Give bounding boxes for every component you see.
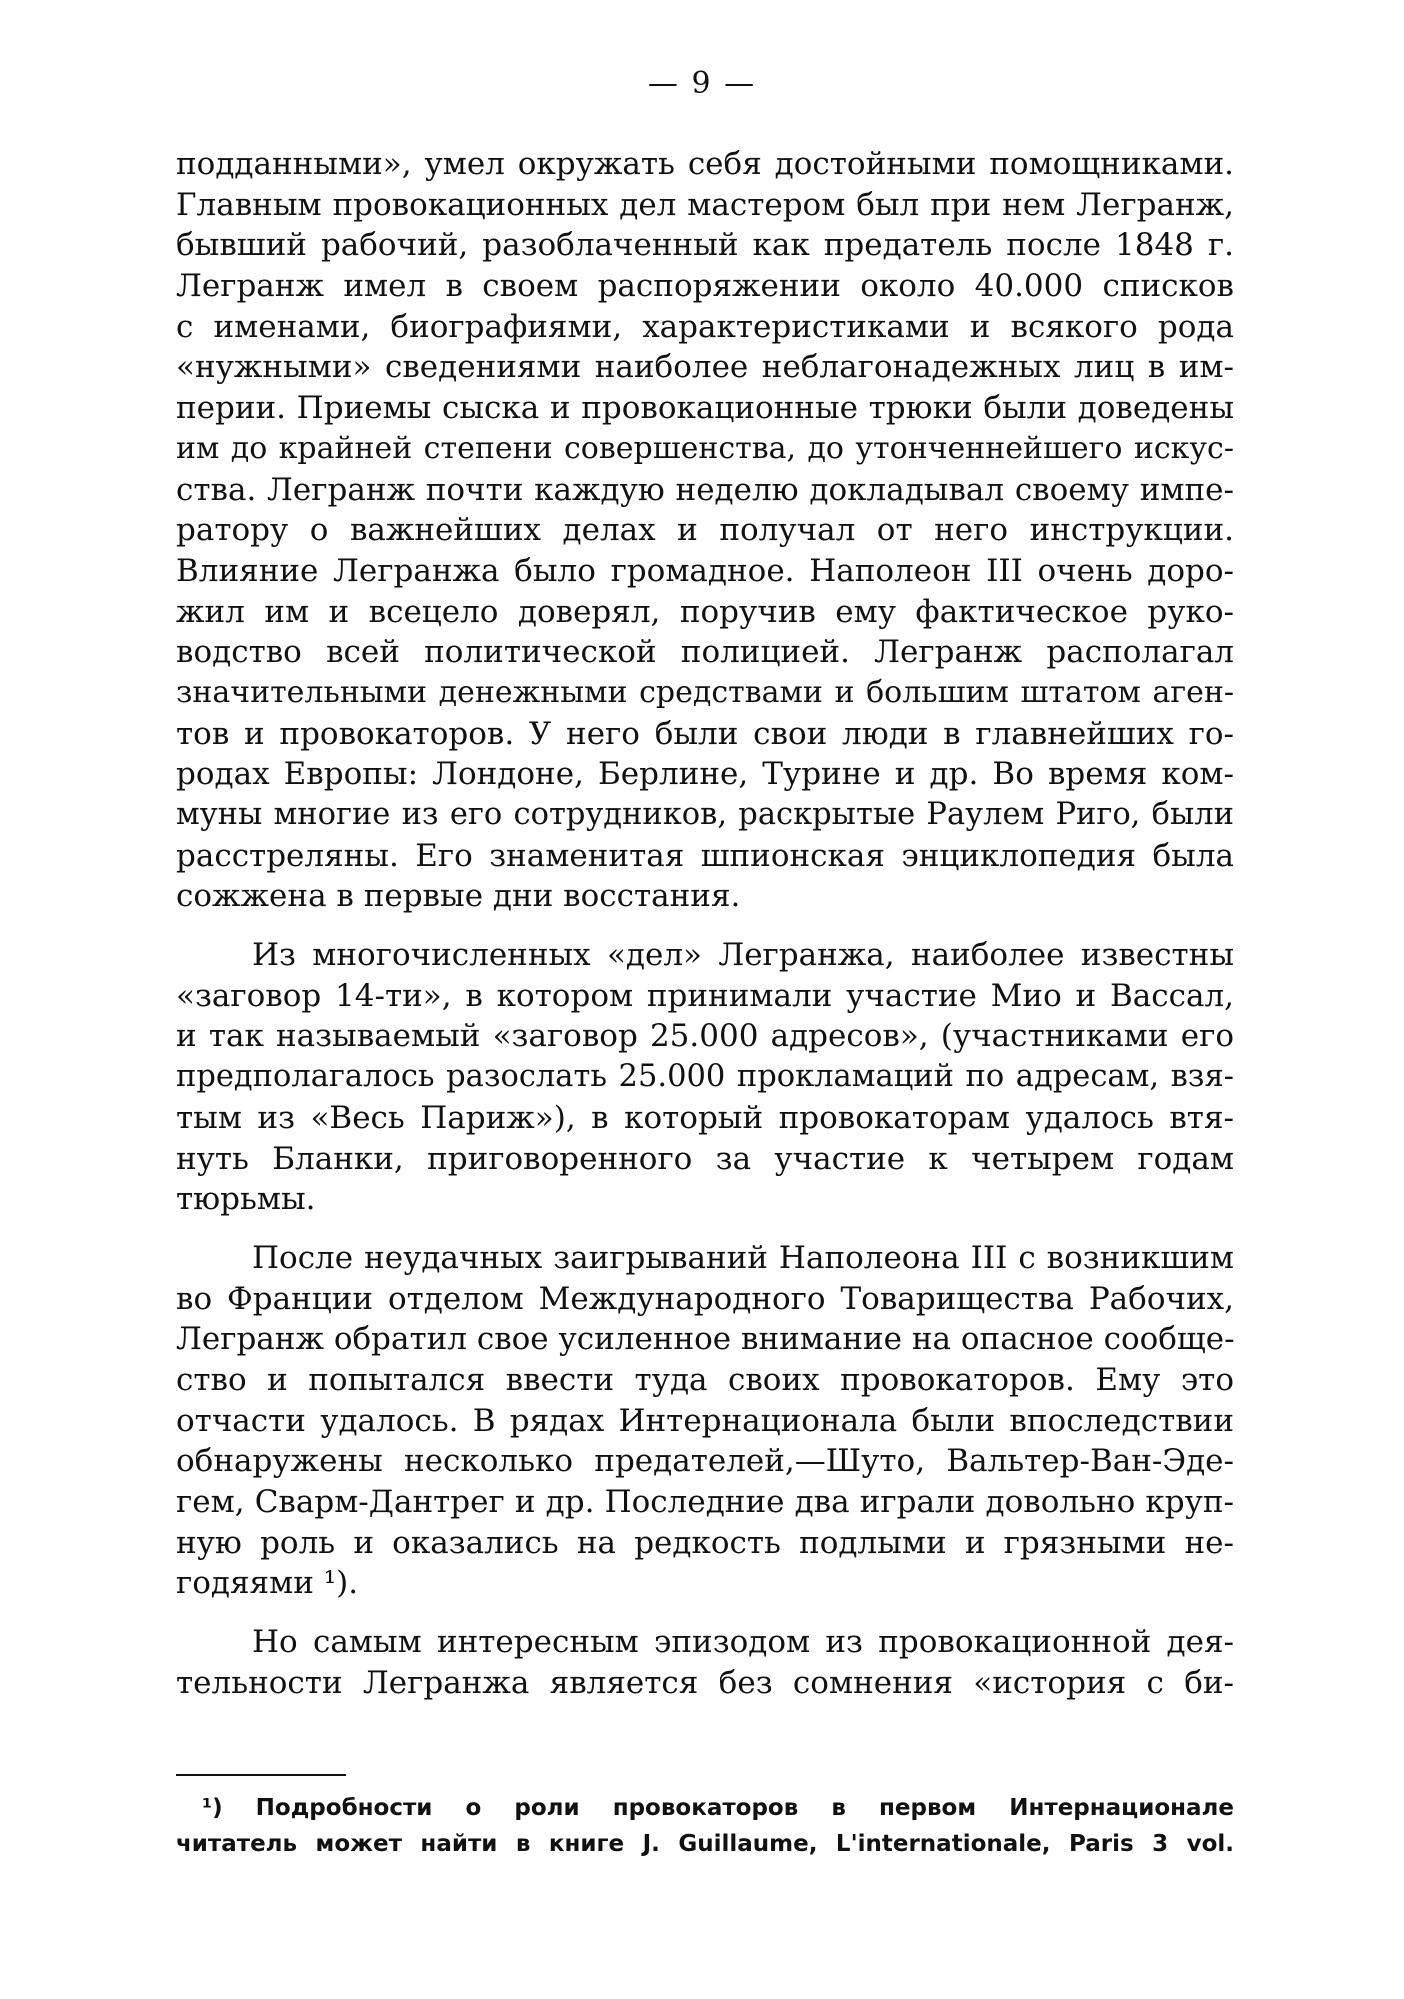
text-line: подданными», умел окружать себя достойными помощниками. xyxy=(176,146,1234,182)
text-line: «нужными» сведениями наиболее неблагонадежных лиц в им- xyxy=(176,349,1234,386)
text-line: во Франции отделом Международного Товарищества Рабочих, xyxy=(176,1280,1234,1317)
paragraph-3 xyxy=(176,1238,1234,1604)
footnote-line: ¹) Подробности о роли провокаторов в первом Интернационале xyxy=(202,1795,1234,1821)
text-line: расстреляны. Его знаменитая шпионская энциклопедия была xyxy=(176,837,1234,874)
text-line: тов и провокаторов. У него были свои люди в главнейших го- xyxy=(176,715,1234,752)
text-line: Но самым интересным эпизодом из провокационной дея- xyxy=(252,1624,1234,1661)
text-line: сожжена в первые дни восстания. xyxy=(176,878,741,915)
text-line: нуть Бланки, приговоренного за участие к четырем годам xyxy=(176,1140,1234,1177)
text-line: ства. Легранж почти каждую неделю докладывал своему импе- xyxy=(176,471,1234,508)
text-line: После неудачных заигрываний Наполеона III с возникшим xyxy=(252,1239,1234,1276)
text-line: отчасти удалось. В рядах Интернационала были впоследствии xyxy=(176,1402,1234,1439)
text-line: значительными денежными средствами и большим штатом аген- xyxy=(176,674,1234,710)
text-line: Влияние Легранжа было громадное. Наполеон III очень доро- xyxy=(176,552,1234,589)
text-line: ство и попытался ввести туда своих провокаторов. Ему это xyxy=(176,1361,1234,1398)
text-line: ратору о важнейших делах и получал от него инструкции. xyxy=(176,512,1234,549)
text-line: Из многочисленных «дел» Легранжа, наиболее известны xyxy=(252,937,1234,974)
text-line: перии. Приемы сыска и провокационные трюки были доведены xyxy=(176,390,1234,427)
text-line: «заговор 14-ти», в котором принимали участие Мио и Вассал, xyxy=(176,977,1234,1014)
text-line: жил им и всецело доверял, поручив ему фактическое руко- xyxy=(176,593,1234,630)
text-line: тельности Легранжа является без сомнения «история с би- xyxy=(176,1664,1234,1701)
text-line: Легранж обратил свое усиленное внимание на опасное сообще- xyxy=(176,1321,1235,1358)
text-line: им до крайней степени совершенства, до утонченнейшего искус- xyxy=(176,430,1234,466)
footnote-line: читатель может найти в книге J. Guillaume, L'internationale, Paris 3 vol. xyxy=(176,1831,1234,1857)
body-text xyxy=(176,144,1234,1703)
text-line: предполагалось разослать 25.000 прокламаций по адресам, взя- xyxy=(176,1059,1234,1095)
text-line: тюрьмы. xyxy=(176,1181,316,1218)
text-line: водство всей политической полицией. Легранж располагал xyxy=(176,634,1234,671)
footnote-divider xyxy=(176,1774,346,1776)
footnote xyxy=(176,1790,1234,1862)
text-line: Легранж имел в своем распоряжении около 40.000 списков xyxy=(176,268,1234,305)
text-line: гем, Сварм-Дантрег и др. Последние два играли довольно круп- xyxy=(176,1484,1234,1520)
page-number: — 9 — xyxy=(647,66,757,101)
text-line: муны многие из его сотрудников, раскрытые Раулем Риго, были xyxy=(176,797,1234,832)
text-line: родах Европы: Лондоне, Берлине, Турине и др. Во время ком- xyxy=(176,756,1234,793)
paragraph-2 xyxy=(176,935,1234,1220)
text-line: бывший рабочий, разоблаченный как предатель после 1848 г. xyxy=(176,227,1234,264)
text-line: обнаружены несколько предателей,—Шуто, Вальтер-Ван-Эде- xyxy=(176,1443,1234,1480)
text-line: Главным провокационных дел мастером был при нем Легранж, xyxy=(176,186,1234,223)
paragraph-4 xyxy=(176,1622,1234,1703)
text-line: годяями ¹). xyxy=(176,1565,359,1602)
text-line: тым из «Весь Париж»), в который провокаторам удалось втя- xyxy=(176,1099,1234,1136)
text-line: с именами, биографиями, характеристиками и всякого рода xyxy=(176,308,1234,345)
paragraph-1 xyxy=(176,144,1234,917)
text-line: ную роль и оказались на редкость подлыми и грязными не- xyxy=(176,1524,1234,1561)
text-line: и так называемый «заговор 25.000 адресов», (участниками его xyxy=(176,1018,1234,1055)
